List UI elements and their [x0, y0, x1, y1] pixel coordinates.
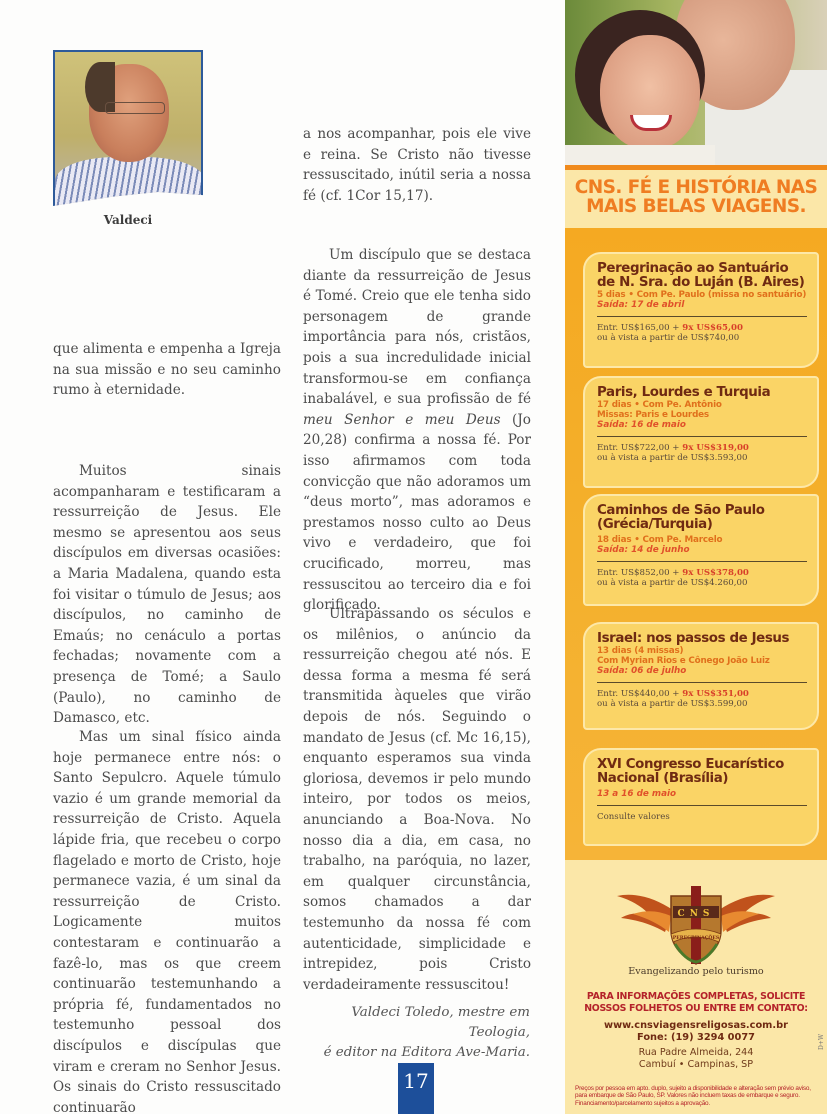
- price-installments: 9x US$378,00: [682, 568, 749, 578]
- price-cash: ou à vista a partir de US$3.593,00: [597, 453, 748, 463]
- agency-credit: D+W: [818, 1033, 825, 1050]
- photo-shirt: [55, 157, 203, 206]
- author-signature: [300, 1003, 530, 1063]
- offer-card[interactable]: [583, 376, 819, 488]
- price-installments: 9x US$65,00: [682, 323, 743, 333]
- contact-heading: [565, 991, 827, 1015]
- offer-detail: Com Myrian Rios e Cônego João Luiz: [597, 656, 770, 666]
- offer-title: Caminhos de São Paulo: [597, 503, 765, 518]
- price-entry: Entr. US$165,00 +: [597, 323, 683, 333]
- author-photo: [53, 50, 203, 206]
- offer-detail: Missas: Paris e Lourdes: [597, 410, 709, 420]
- price-installments: 9x US$319,00: [682, 443, 749, 453]
- contact-heading-line: NOSSOS FOLHETOS OU ENTRE EM CONTATO:: [584, 1003, 808, 1014]
- travel-advertisement: [565, 0, 827, 1114]
- offer-title: (Grécia/Turquia): [597, 517, 713, 532]
- offer-title: Israel: nos passos de Jesus: [597, 631, 790, 646]
- cross-icon: [691, 886, 701, 964]
- column-2-paragraph-3: [303, 604, 531, 995]
- price-entry: Entr. US$440,00 +: [597, 689, 683, 699]
- photo-caption: Valdeci: [103, 213, 153, 227]
- paragraph: Muitos sinais acompanharam e testificaram a ressurreição de Jesus. Ele mesmo se apresentou aos seus discípulos em diversas ocasiões: a Maria Madalena, quando esta foi visitar o túmulo de Jesus; aos discípulos, no caminho de Emaús; no cenáculo a portas fechadas; novamente com a presença de Tomé; a Saulo (Paulo), no caminho de Damasco, etc.: [53, 463, 281, 727]
- address-line: Cambuí • Campinas, SP: [638, 1059, 754, 1070]
- offer-title: Peregrinação ao Santuário: [597, 261, 789, 276]
- column-2-paragraph-2: [303, 245, 531, 616]
- headline-line: CNS. FÉ E HISTÓRIA NAS: [574, 177, 818, 198]
- offer-price: [597, 323, 807, 333]
- price-cash: ou à vista a partir de US$3.599,00: [597, 699, 748, 709]
- offer-card[interactable]: [583, 622, 819, 730]
- divider: [597, 436, 807, 437]
- text-span: (Jo 20,28) confirma a nossa fé. Por isso afirmamos com toda convicção que não adoramos um “deus morto”, mas adoramos e prestamos nosso culto ao Deus vivo e verdadeiro, que foi crucificado, morreu, mas ressuscitou ao terceiro dia e foi glorificado.: [303, 411, 531, 614]
- column-2-paragraph-1: [303, 124, 531, 206]
- page-number: 17: [398, 1063, 434, 1114]
- offer-title: Nacional (Brasília): [597, 771, 729, 786]
- price-cash: ou à vista a partir de US$740,00: [597, 333, 740, 343]
- paragraph: Ultrapassando os séculos e os milênios, o anúncio da ressurreição chegou até nós. E dessa forma a mesma fé será transmitida àqueles que virão depois de nós. Seguindo o mandato de Jesus (cf. Mc 16,15), enquanto esperamos sua vinda gloriosa, devemos ir pelo mundo inteiro, por todos os meios, anunciando a Boa-Nova. No nosso dia a dia, em casa, no trabalho, na paróquia, no lazer, em qualquer circunstância, somos chamados a dar testemunho da nossa fé com autenticidade, simplicidade e intrepidez, pois Cristo verdadeiramente ressuscitou!: [303, 606, 531, 993]
- paragraph: que alimenta e empenha a Igreja na sua missão e no seu caminho rumo à eternidade.: [53, 341, 281, 399]
- offer-price: [597, 689, 807, 699]
- signature-line: é editor na Editora Ave-Maria.: [323, 1045, 530, 1060]
- offer-card[interactable]: [583, 748, 819, 846]
- contact-info: [565, 1020, 827, 1044]
- signature-line: Valdeci Toledo, mestre em Teologia,: [351, 1005, 530, 1040]
- paragraph: [303, 245, 531, 616]
- ad-headline: [565, 178, 827, 216]
- text-span: Um discípulo que se destaca diante da ressurreição de Jesus é Tomé. Creio que ele tenha sido personagem de grande importância para nós, cristãos, pois a sua incredulidade inicial transformou-se em confiança inabalável, e sua profissão de fé: [303, 247, 531, 408]
- paragraph: a nos acompanhar, pois ele vive e reina. Se Cristo não tivesse ressuscitado, inútil seria a nossa fé (cf. 1Cor 15,17).: [303, 126, 531, 204]
- orange-divider: [565, 165, 827, 170]
- offer-detail: 18 dias • Com Pe. Marcelo: [597, 535, 723, 545]
- offer-date: Saída: 06 de julho: [597, 666, 687, 676]
- offer-price: [597, 443, 807, 453]
- column-1-paragraph-1: [53, 339, 281, 401]
- offer-detail: 5 dias • Com Pe. Paulo (missa no santuário): [597, 290, 807, 300]
- offer-card[interactable]: [583, 252, 819, 368]
- address-line: Rua Padre Almeida, 244: [638, 1047, 754, 1058]
- price-entry: Entr. US$852,00 +: [597, 568, 683, 578]
- offer-date: Saída: 14 de junho: [597, 545, 690, 555]
- offer-card[interactable]: [583, 494, 819, 606]
- offer-detail: 17 dias • Com Pe. Antônio: [597, 400, 722, 410]
- logo-text: CNS: [677, 909, 715, 919]
- photo-part: [565, 145, 715, 165]
- disclaimer: Preços por pessoa em apto. duplo, sujeito a disponibilidade e alteração sem prévio aviso, para embarque de São Paulo, SP. Valores não incluem taxas de embarque e seguro. Financiamento/parcelamento sujeitos a aprovação.: [575, 1085, 811, 1107]
- divider: [597, 682, 807, 683]
- offer-title: Paris, Lourdes e Turquia: [597, 385, 771, 400]
- logo-banner-text: PEREGRINAÇÕES: [672, 936, 720, 941]
- column-1-paragraph-3: [53, 727, 281, 1114]
- ad-tagline: Evangelizando pelo turismo: [628, 966, 764, 977]
- photo-glasses: [105, 102, 165, 114]
- price-installments: 9x US$351,00: [682, 689, 749, 699]
- headline-line: MAIS BELAS VIAGENS.: [586, 196, 806, 217]
- couple-photo: [565, 0, 827, 165]
- offer-date: Saída: 16 de maio: [597, 420, 686, 430]
- offer-price: [597, 568, 807, 578]
- address: [565, 1047, 827, 1071]
- photo-part: [600, 35, 700, 150]
- cns-peregrinacoes-logo: [615, 878, 777, 968]
- offer-title: XVI Congresso Eucarístico: [597, 757, 784, 772]
- price-cash: ou à vista a partir de US$4.260,00: [597, 578, 748, 588]
- offer-title: de N. Sra. do Luján (B. Aires): [597, 275, 805, 290]
- contact-heading-line: PARA INFORMAÇÕES COMPLETAS, SOLICITE: [586, 991, 806, 1002]
- offer-date: Saída: 17 de abril: [597, 300, 685, 310]
- phone-number: Fone: (19) 3294 0077: [637, 1032, 755, 1043]
- divider: [597, 805, 807, 806]
- price-entry: Entr. US$722,00 +: [597, 443, 683, 453]
- column-1-paragraph-2: [53, 461, 281, 729]
- offer-date: 13 a 16 de maio: [597, 789, 677, 799]
- quote-italic: meu Senhor e meu Deus: [303, 411, 501, 428]
- divider: [597, 316, 807, 317]
- paragraph: Mas um sinal físico ainda hoje permanece entre nós: o Santo Sepulcro. Aquele túmulo vazio é um grande memorial da ressurreição de Cristo. Aquela lápide fria, que recebeu o corpo flagelado e morto de Cristo, hoje permanece vazia, é um sinal da ressurreição de Cristo. Logicamente muitos contestaram e continuarão a fazê-lo, mas os que creem continuarão testemunhando a própria fé, fundamentados no testemunho pessoal dos discípulos e discípulas que viram e creram no Senhor Jesus. Os sinais do Cristo ressuscitado continuarão: [53, 729, 281, 1114]
- divider: [597, 561, 807, 562]
- website-link[interactable]: www.cnsviagensreligosas.com.br: [604, 1020, 788, 1031]
- offer-detail: 13 dias (4 missas): [597, 646, 684, 656]
- price-note: Consulte valores: [597, 812, 670, 822]
